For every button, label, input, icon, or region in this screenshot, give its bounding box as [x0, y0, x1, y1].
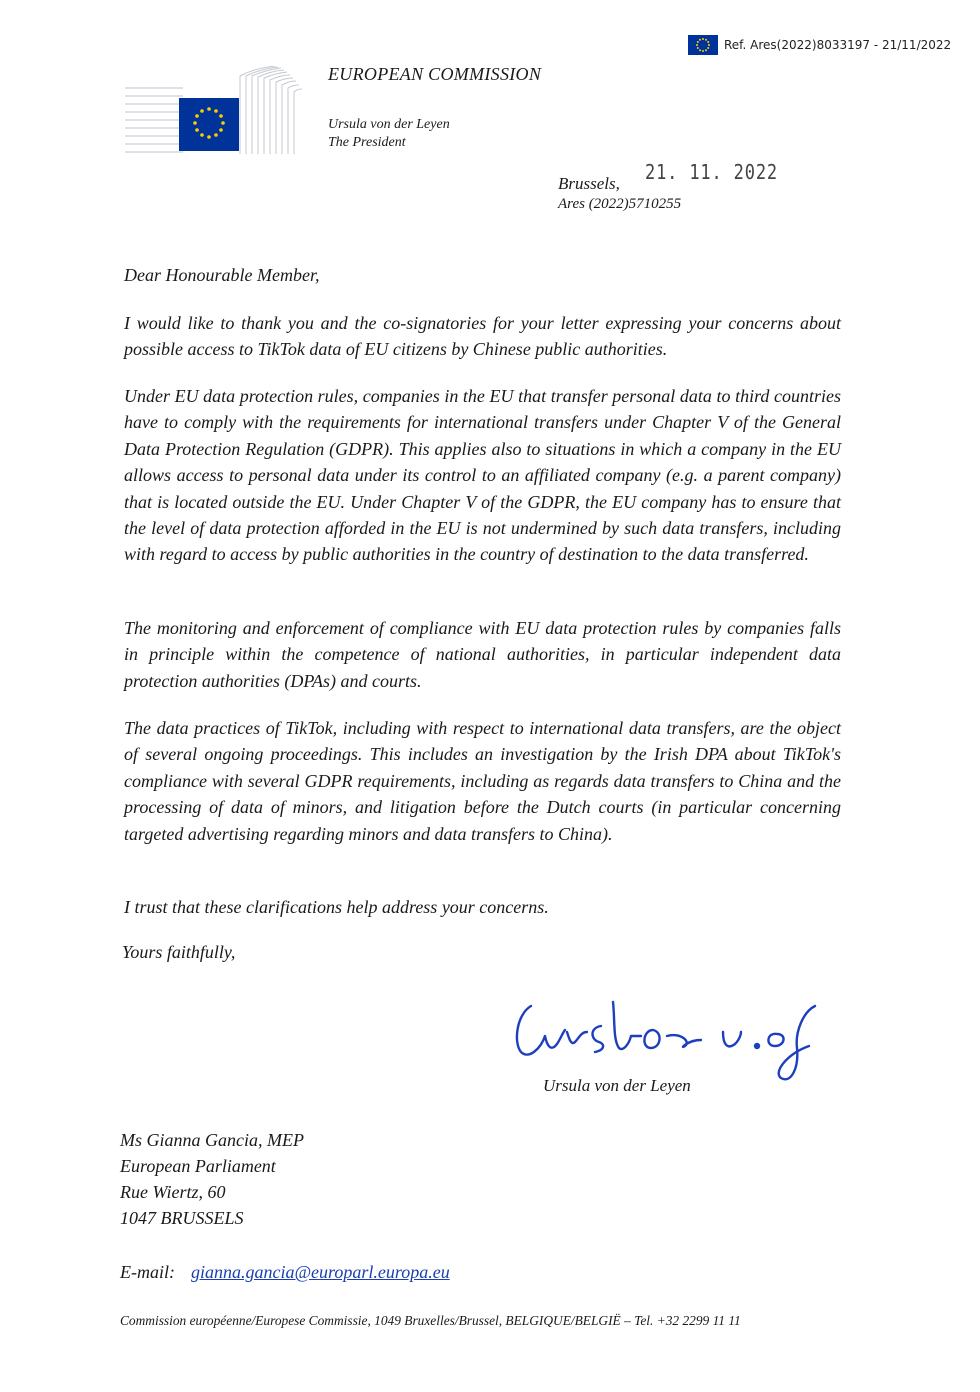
recipient-street: Rue Wiertz, 60: [120, 1182, 226, 1202]
signer-name: Ursula von der Leyen: [543, 1076, 691, 1095]
recipient-organization: European Parliament: [120, 1156, 276, 1176]
president-title: The President: [328, 135, 406, 150]
salutation: Dear Honourable Member,: [124, 265, 320, 285]
reference-stamp: [688, 34, 951, 56]
footer-address: Commission européenne/Europese Commissie, 1049 Bruxelles/Brussel, BELGIQUE/BELGIË – Tel. +32 2299 11 11: [120, 1313, 741, 1328]
ares-number: Ares (2022)5710255: [558, 196, 682, 212]
paragraph-conclusion: I trust that these clarifications help address your concerns.: [124, 897, 549, 917]
paragraph-tiktok-proceedings: The data practices of TikTok, including with respect to international data transfers, are the object of several ongoing proceedings. This includes an investigation by the Irish DPA about TikTok's compliance with several GDPR requirements, including as regards data transfers to China and the processing of data of minors, and litigation before the Dutch courts (in particular concerning targeted advertising regarding minors and data transfers to China).: [124, 718, 841, 844]
closing: Yours faithfully,: [122, 942, 236, 962]
eu-flag-icon: [688, 35, 718, 55]
recipient-city: 1047 BRUSSELS: [120, 1208, 244, 1228]
paragraph-thanks: I would like to thank you and the co-signatories for your letter expressing your concerns about possible access to TikTok data of EU citizens by Chinese public authorities.: [124, 313, 841, 360]
organization-name: EUROPEAN COMMISSION: [328, 64, 542, 84]
email-label: E-mail:: [120, 1262, 175, 1282]
president-name: Ursula von der Leyen: [328, 117, 450, 132]
date-stamp: 21. 11. 2022: [645, 160, 779, 184]
recipient-name: Ms Gianna Gancia, MEP: [120, 1130, 304, 1150]
paragraph-enforcement: The monitoring and enforcement of compliance with EU data protection rules by companies falls in principle within the competence of national authorities, in particular independent data protection authorities (DPAs) and courts.: [124, 618, 841, 691]
european-commission-logo-icon: [125, 66, 305, 154]
reference-number: Ref. Ares(2022)8033197 - 21/11/2022: [724, 38, 952, 52]
handwritten-signature-icon: [505, 992, 825, 1087]
paragraph-data-protection-rules: Under EU data protection rules, companies in the EU that transfer personal data to third countries have to comply with the requirements for international transfers under Chapter V of the General Data Protection Regulation (GDPR). This applies also to situations in which a company in the EU allows access to personal data under its control to an affiliated company (e.g. a parent company) that is located outside the EU. Under Chapter V of the GDPR, the EU company has to ensure that the level of data protection afforded in the EU is not undermined by such data transfers, including with regard to access by public authorities in the country of destination to the data transferred.: [124, 386, 841, 565]
dateline-place: Brussels,: [558, 174, 620, 193]
email-link[interactable]: gianna.gancia@europarl.europa.eu: [191, 1262, 450, 1282]
